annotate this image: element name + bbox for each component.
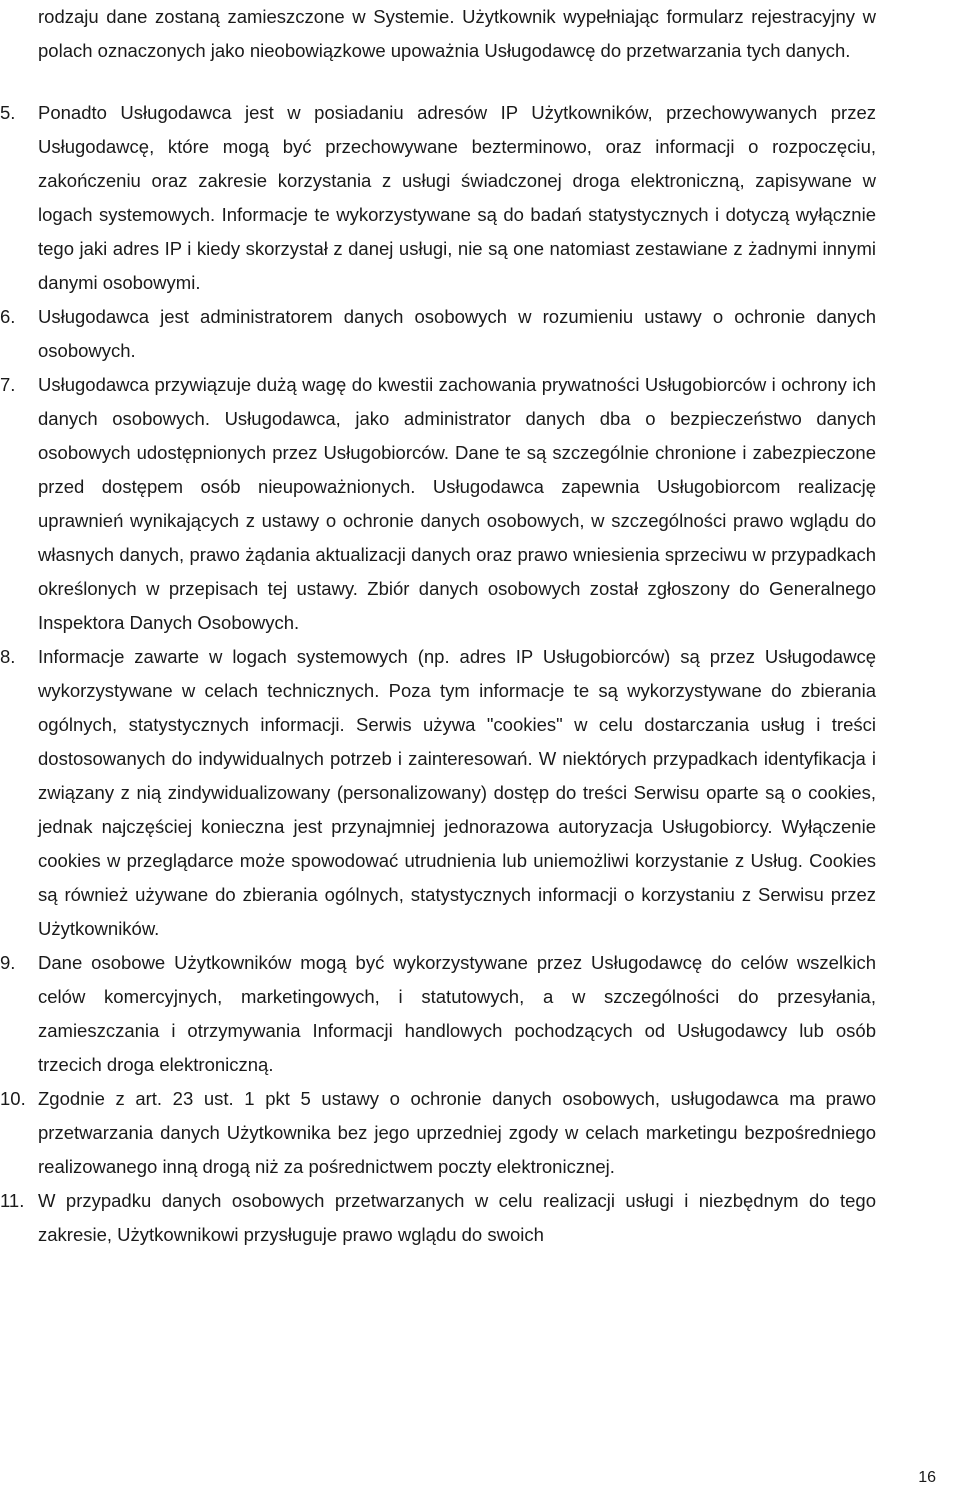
list-item-number: 5. (0, 102, 16, 123)
list-item-text: Informacje zawarte w logach systemowych (np. adres IP Usługobiorców) są przez Usługodawcę wykorzystywane w celach technicznych. Poza tym informacje te są wykorzystywane do zbierania ogólnych, statystycznych informacji. Serwis używa "cookies" w celu dostarczania usług i treści dostosowanych do indywidualnych potrzeb i zainteresowań. W niektórych przypadkach identyfikacja i związany z nią zindywidualizowany (personalizowany) dostęp do treści Serwisu oparte są o cookies, jednak najczęściej konieczna jest przynajmniej jednorazowa autoryzacja Usługobiorcy. Wyłączenie cookies w przeglądarce może spowodować utrudnienia lub uniemożliwi korzystanie z Usług. Cookies są również używane do zbierania ogólnych, statystycznych informacji o korzystaniu z Serwisu przez Użytkowników. (38, 646, 876, 939)
list-item-number: 9. (0, 952, 16, 973)
page-number: 16 (918, 1469, 936, 1486)
list-item-9 (0, 946, 876, 1082)
list-item-number: 6. (0, 306, 16, 327)
list-item-number: 11. (0, 1190, 25, 1211)
list-item-8 (0, 640, 876, 946)
list-item-10 (0, 1082, 876, 1184)
list-item-text: Ponadto Usługodawca jest w posiadaniu adresów IP Użytkowników, przechowywanych przez Usługodawcę, które mogą być przechowywane bezterminowo, oraz informacji o rozpoczęciu, zakończeniu oraz zakresie korzystania z usługi świadczonej droga elektroniczną, zapisywane w logach systemowych. Informacje te wykorzystywane są do badań statystycznych i dotyczą wyłącznie tego jaki adres IP i kiedy skorzystał z danej usługi, nie są one natomiast zestawiane z żadnymi innymi danymi osobowymi. (38, 102, 876, 293)
list-item-7 (0, 368, 876, 640)
list-item-number: 10. (0, 1088, 26, 1109)
list-item-text: Usługodawca jest administratorem danych osobowych w rozumieniu ustawy o ochronie danych osobowych. (38, 306, 876, 361)
list-item-5 (0, 96, 876, 300)
intro-continuation-paragraph: rodzaju dane zostaną zamieszczone w Systemie. Użytkownik wypełniając formularz rejestracyjny w polach oznaczonych jako nieobowiązkowe upoważnia Usługodawcę do przetwarzania tych danych. (38, 6, 876, 61)
list-item-text: Dane osobowe Użytkowników mogą być wykorzystywane przez Usługodawcę do celów wszelkich celów komercyjnych, marketingowych, i statutowych, a w szczególności do przesyłania, zamieszczania i otrzymywania Informacji handlowych pochodzących od Usługodawcy lub osób trzecich droga elektroniczną. (38, 952, 876, 1075)
list-item-number: 8. (0, 646, 16, 667)
list-item-text: W przypadku danych osobowych przetwarzanych w celu realizacji usługi i niezbędnym do tego zakresie, Użytkownikowi przysługuje prawo wglądu do swoich (38, 1190, 876, 1245)
list-item-text: Usługodawca przywiązuje dużą wagę do kwestii zachowania prywatności Usługobiorców i ochrony ich danych osobowych. Usługodawca, jako administrator danych dba o bezpieczeństwo danych osobowych udostępnionych przez Usługobiorców. Dane te są szczególnie chronione i zabezpieczone przed dostępem osób nieupoważnionych. Usługodawca zapewnia Usługobiorcom realizację uprawnień wynikających z ustawy o ochronie danych osobowych, w szczególności prawo wglądu do własnych danych, prawo żądania aktualizacji danych oraz prawo wniesienia sprzeciwu w przypadkach określonych w przepisach tej ustawy. Zbiór danych osobowych został zgłoszony do Generalnego Inspektora Danych Osobowych. (38, 374, 876, 633)
numbered-list (0, 96, 876, 1252)
list-item-11 (0, 1184, 876, 1252)
list-item-number: 7. (0, 374, 16, 395)
list-item-6 (0, 300, 876, 368)
list-item-text: Zgodnie z art. 23 ust. 1 pkt 5 ustawy o ochronie danych osobowych, usługodawca ma prawo przetwarzania danych Użytkownika bez jego uprzedniej zgody w celach marketingu bezpośredniego realizowanego inną drogą niż za pośrednictwem poczty elektronicznej. (38, 1088, 876, 1177)
